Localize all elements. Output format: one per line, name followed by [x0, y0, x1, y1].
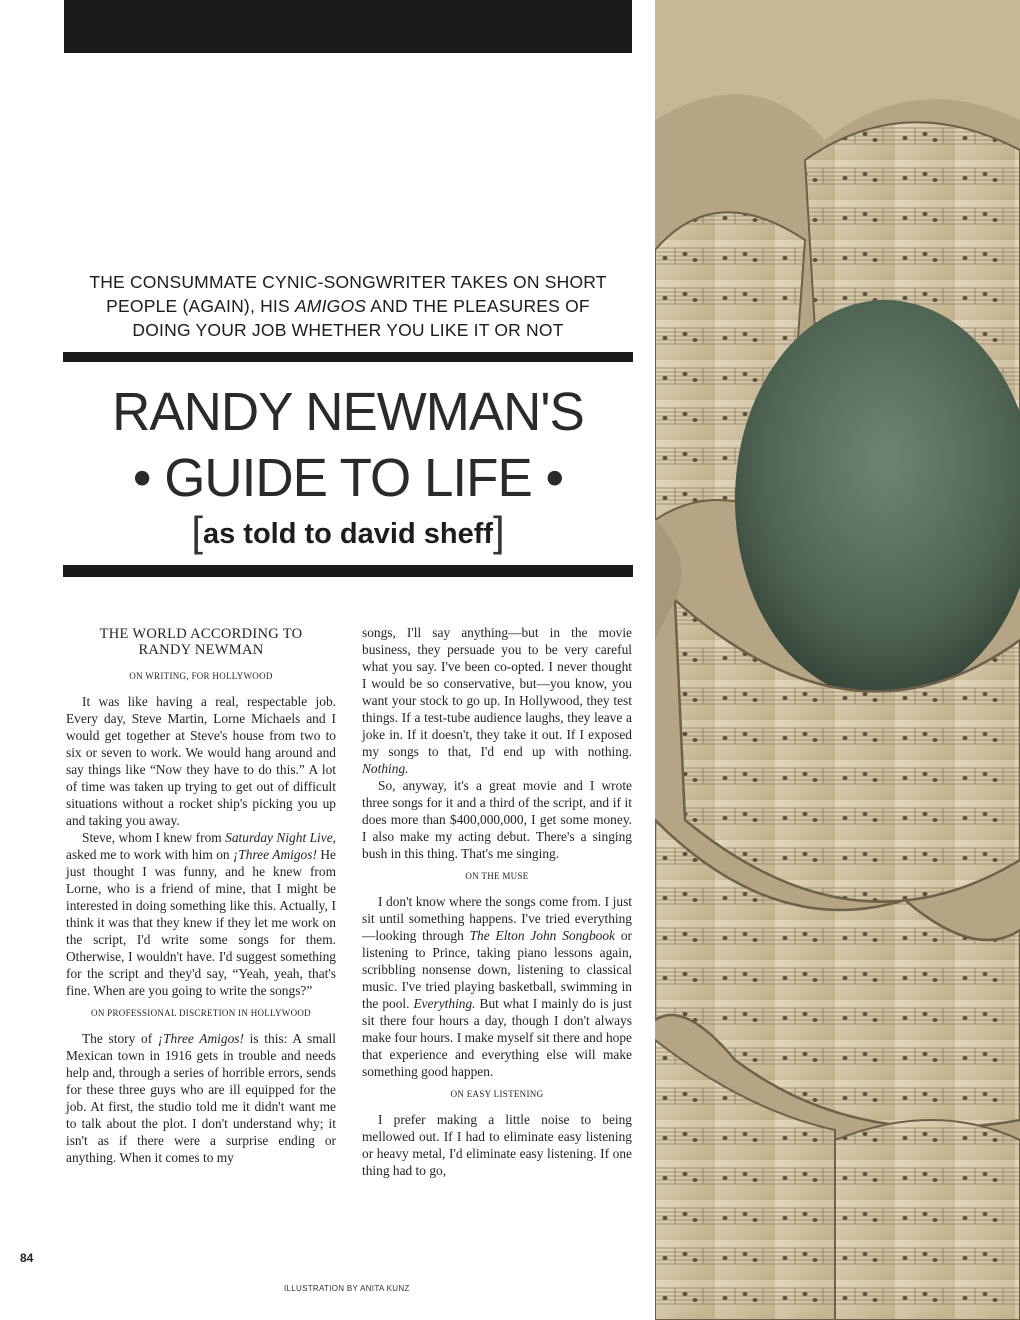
article-column-left	[66, 624, 336, 1166]
illustration-panel	[655, 0, 1020, 1320]
byline-text: as told to david sheff	[202, 518, 494, 550]
illustration-credit: ILLUSTRATION BY ANITA KUNZ	[284, 1284, 410, 1293]
p2-text-c: He just thought I was funny, and he knew from Lorne, who is a friend of mine, that I might be interested in doing something like this. Actually, I think it was that they knew if they let me work on the script, I'd write some songs for them. Otherwise, I wouldn't have. I'd suggest something for the script and they'd say, “Yeah, yeah, that's fine. When are you going to write the songs?”	[66, 847, 336, 998]
section-title-line-1: THE WORLD ACCORDING TO	[99, 626, 303, 642]
paragraph-3	[66, 1030, 336, 1166]
subhead-muse: ON THE MUSE	[465, 871, 529, 881]
subhead-discretion: ON PROFESSIONAL DISCRETION IN HOLLYWOOD	[91, 1008, 311, 1018]
headline-line-2: • GUIDE TO LIFE •	[132, 448, 564, 508]
p3-text-a: The story of	[82, 1031, 158, 1046]
top-black-bar	[64, 0, 632, 53]
article-deck	[60, 270, 636, 342]
p6-italic-2: Everything.	[413, 996, 476, 1011]
byline	[60, 508, 636, 556]
top-rule	[63, 352, 633, 362]
p2-text-b: , asked me to work with him on	[66, 830, 336, 862]
paragraph-2	[66, 829, 336, 999]
p6-text-b: or listening to Prince, taking piano lessons again, scribbling nonsense down, listening to classical music. I've tried playing basketball, swimming in the pool.	[362, 928, 632, 1011]
p4-italic: Nothing.	[362, 761, 409, 776]
article-column-right	[362, 624, 632, 1179]
deck-line-2	[60, 294, 636, 318]
paragraph-4	[362, 624, 632, 777]
p6-italic-1: The Elton John Songbook	[469, 928, 616, 943]
p6-text-a: I don't know where the songs come from. I just sit until something happens. I've tried everything—looking through	[362, 894, 632, 943]
bottom-rule	[63, 565, 633, 577]
p2-text-a: Steve, whom I knew from	[82, 830, 226, 845]
paragraph-7: I prefer making a little noise to being mellowed out. If I had to eliminate easy listening or heavy metal, I'd eliminate easy listening. If one thing had to go,	[362, 1112, 632, 1178]
section-title-line-2: RANDY NEWMAN	[138, 642, 264, 658]
deck-line-2-italic: AMIGOS	[294, 296, 367, 316]
p3-text-b: is this: A small Mexican town in 1916 gets in trouble and needs help and, through a series of horrible errors, sends for these three guys who are ill equipped for the job. At first, the studio told me it didn't want me to talk about the plot. I don't understand why; it isn't as if there were a surprise ending or anything. When it comes to my	[66, 1031, 336, 1165]
subhead-writing: ON WRITING, FOR HOLLYWOOD	[129, 671, 273, 681]
paragraph-6	[362, 893, 632, 1080]
byline-close-bracket: ]	[493, 508, 505, 555]
sheet-music-illustration	[655, 0, 1020, 1320]
p6-text-c: But what I mainly do is just sit there four hours a day, though I don't always make four hours. I make myself sit there and hope that experience and everything else will make something good happen.	[362, 996, 632, 1079]
paragraph-1: It was like having a real, respectable job. Every day, Steve Martin, Lorne Michaels and I would get together at Steve's house from two to six or seven to work. We would hang around and say things like “Now they have to do this.” A lot of time was taken up trying to get out of difficult situations without a rocket ship's picking you up and taking you away.	[66, 694, 336, 828]
p2-italic-2: ¡Three Amigos!	[233, 847, 317, 862]
page-number: 84	[20, 1251, 34, 1265]
byline-open-bracket: [	[191, 508, 203, 555]
section-title	[66, 626, 336, 658]
p3-italic: ¡Three Amigos!	[157, 1031, 244, 1046]
p2-italic-1: Saturday Night Live	[225, 830, 333, 845]
subhead-easy-listening: ON EASY LISTENING	[450, 1089, 544, 1099]
deck-line-2-post: AND THE PLEASURES OF	[366, 296, 590, 316]
deck-line-1: THE CONSUMMATE CYNIC-SONGWRITER TAKES ON SHORT	[89, 272, 607, 292]
paragraph-5: So, anyway, it's a great movie and I wrote three songs for it and a third of the script, and if it does more than $400,000,000, I get some money. I also make my acting debut. There's a singing bush in this thing. That's me singing.	[362, 778, 632, 861]
headline-line-1: RANDY NEWMAN'S	[112, 382, 584, 442]
deck-line-2-pre: PEOPLE (AGAIN), HIS	[106, 296, 295, 316]
deck-line-3: DOING YOUR JOB WHETHER YOU LIKE IT OR NOT	[132, 320, 564, 340]
p4-text: songs, I'll say anything—but in the movie business, they persuade you to be very careful what you say. I've been co-opted. I never thought I would be so conservative, but—you know, you want your stock to go up. In Hollywood, they test things. If a test-tube audience laughs, they leave a joke in. If it doesn't, they take it out. If I exposed my songs to that, I'd end up with nothing.	[362, 625, 632, 759]
